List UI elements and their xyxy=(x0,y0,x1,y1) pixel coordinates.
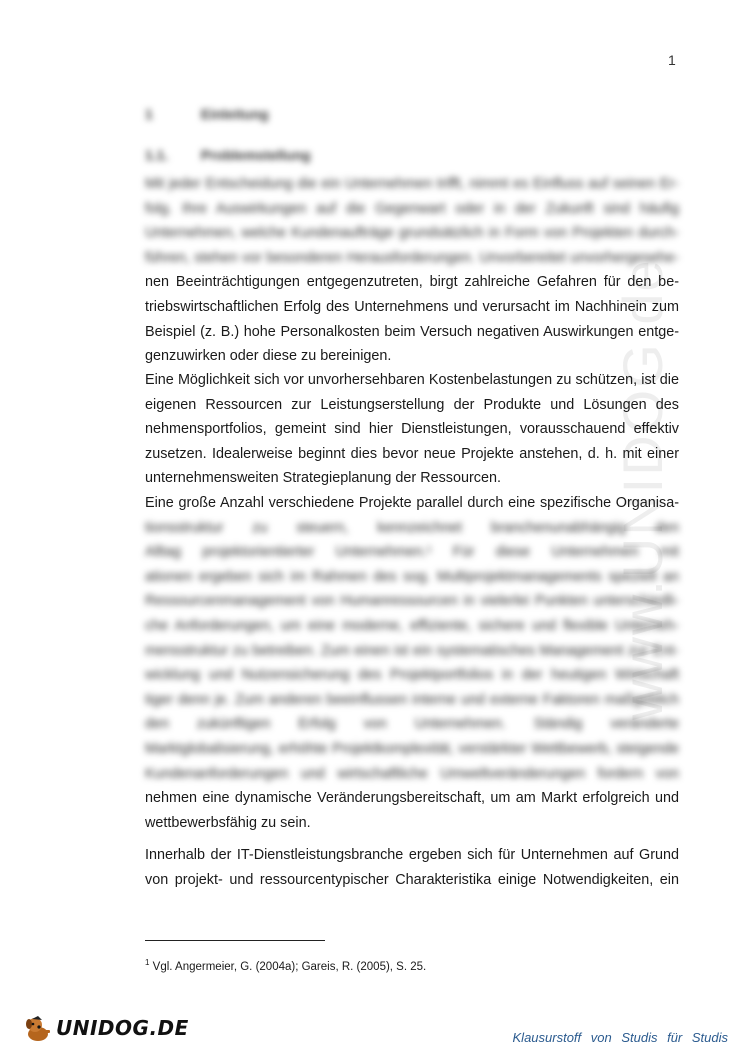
section-heading xyxy=(145,147,311,163)
footnote xyxy=(145,958,426,973)
paragraph-4 xyxy=(145,843,679,892)
blurred-line: Unternehmen, welche Kundenaufträge grundsätzlich in Form von Projekten durch- xyxy=(145,225,679,242)
blurred-line: den zukünftigen Erfolg von Unternehmen. Ständig veränderte xyxy=(145,716,679,733)
section-number: 1.1. xyxy=(145,147,169,163)
blurred-line: Alltag projektorientierter Unternehmen.¹ Für diese Unternehmen mit xyxy=(145,544,679,561)
blurred-line: Ressourcenmanagement von Humanressourcen in vielerlei Punkten unterschiedli- xyxy=(145,593,679,610)
text-line: Innerhalb der IT-Dienstleistungsbranche ergeben sich für Unternehmen auf Grund xyxy=(145,847,679,863)
text-line: zusetzen. Idealerweise beginnt dies bevor neue Projekte anstehen, d. h. mit einer xyxy=(145,445,679,462)
blurred-line: tionsstruktur zu steuern, kennzeichnet branchenunabhängig den xyxy=(145,519,679,536)
text-line: triebswirtschaftlichen Erfolg des Unternehmens und verursacht im Nachhinein zum xyxy=(145,298,679,315)
text-line: Eine Möglichkeit sich vor unvorhersehbaren Kostenbelastungen zu schützen, ist die xyxy=(145,372,679,388)
section-title: Problemstellung xyxy=(200,147,311,163)
blurred-line: ationen ergeben sich im Rahmen des sog. Multiprojektmanagements speziell an xyxy=(145,568,679,585)
blurred-line: wicklung und Nutzensicherung des Projektportfolios in der heutigen Wirtschaft xyxy=(145,667,679,684)
text-line: unternehmensweiten Strategieplanung der Ressourcen. xyxy=(145,470,501,487)
slogan: Klausurstoff von Studis für Studis xyxy=(512,1030,728,1045)
paragraph-1 xyxy=(145,172,679,369)
footnote-marker: 1 xyxy=(145,958,150,967)
chapter-heading xyxy=(145,106,269,122)
blurred-line: führen, stehen vor besonderen Herausforderungen. Unvorbereitet unvorhergesehe- xyxy=(145,249,679,266)
paragraph-2 xyxy=(145,368,679,491)
footnote-divider xyxy=(145,940,325,941)
blurred-line: tiger denn je. Zum anderen beeinflussen interne und externe Faktoren maßgeblich xyxy=(145,691,679,708)
text-line: eigenen Ressourcen zur Leistungserstellung der Produkte und Lösungen des xyxy=(145,396,679,413)
text-line: nen Beeinträchtigungen entgegenzutreten, birgt zahlreiche Gefahren für den be- xyxy=(145,274,679,291)
unidog-logo[interactable] xyxy=(22,1012,189,1044)
blurred-line: mensstruktur zu betreiben. Zum einen ist ein systematisches Management zur Ent- xyxy=(145,642,679,659)
text-line: genzuwirken oder diese zu bereinigen. xyxy=(145,348,392,365)
text-line: von projekt- und ressourcentypischer Charakteristika einige Notwendigkeiten, ein xyxy=(145,871,679,888)
blurred-line: Kundenanforderungen und wirtschaftliche Umweltveränderungen fordern von xyxy=(145,765,679,782)
text-line: Beispiel (z. B.) hohe Personalkosten beim Versuch negativen Auswirkungen entge- xyxy=(145,323,679,340)
footnote-text: Vgl. Angermeier, G. (2004a); Gareis, R. (2005), S. 25. xyxy=(152,960,427,973)
chapter-title: Einleitung xyxy=(200,106,269,122)
blurred-line: Mit jeder Entscheidung die ein Unternehmen trifft, nimmt es Einfluss auf seinen Er- xyxy=(145,176,679,192)
blurred-line: Marktglobalisierung, erhöhte Projektkomplexität, verstärkter Wettbewerb, steigende xyxy=(145,740,679,757)
blurred-line: che Anforderungen, um eine moderne, effiziente, sichere und flexible Unterneh- xyxy=(145,617,679,634)
dog-mascot-icon xyxy=(22,1012,54,1044)
text-line: Eine große Anzahl verschiedene Projekte parallel durch eine spezifische Organisa- xyxy=(145,495,679,511)
text-line: nehmensportfolios, gemeint sind hier Dienstleistungen, vorausschauend effektiv xyxy=(145,421,679,438)
page-number: 1 xyxy=(668,52,676,68)
chapter-number: 1 xyxy=(145,106,153,122)
text-line: wettbewerbsfähig zu sein. xyxy=(145,814,311,831)
text-line: nehmen eine dynamische Veränderungsbereitschaft, um am Markt erfolgreich und xyxy=(145,790,679,807)
watermark: www.UNIDOG.de xyxy=(611,258,674,720)
blurred-line: folg. Ihre Auswirkungen auf die Gegenwart oder in der Zukunft sind häufig xyxy=(145,200,679,217)
logo-text: UNIDOG.DE xyxy=(56,1016,189,1040)
